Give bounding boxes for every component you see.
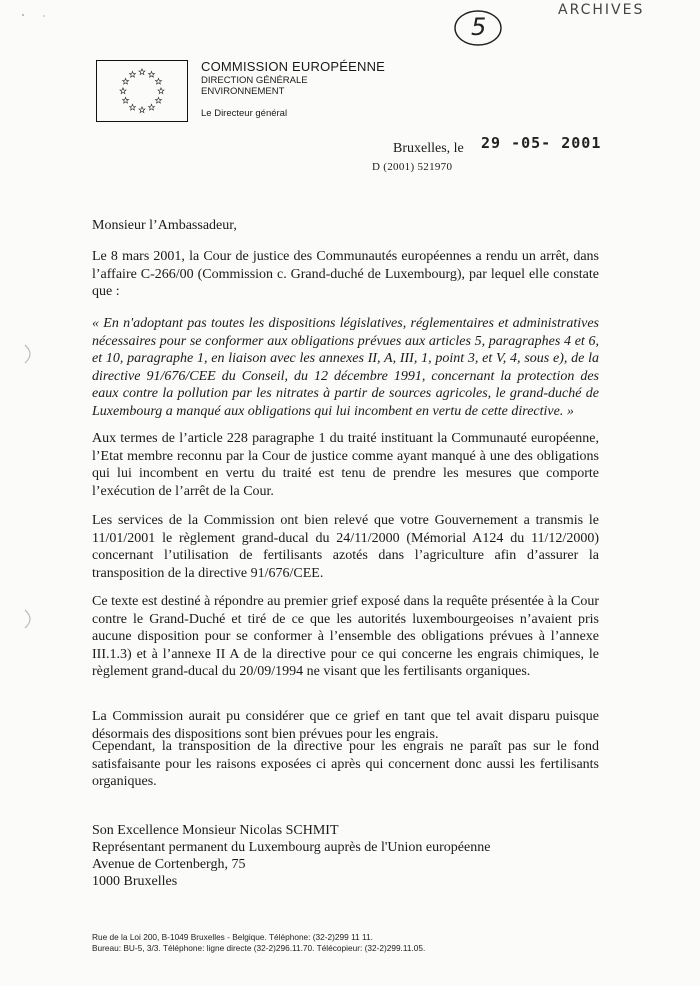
sender-role: Le Directeur général (201, 108, 288, 119)
punch-hole-mark (20, 343, 36, 365)
paragraph-however: Cependant, la transposition de la directive pour les engrais ne paraît pas sur le fond satisfaisante pour les raisons exposées ci après qui concernent donc aussi les fertilisants organiques. (92, 739, 599, 789)
handwritten-archives-note: ARCHIVES (558, 2, 645, 18)
paragraph-transmission: Les services de la Commission ont bien relevé que votre Gouvernement a transmis le 11/01/2001 le règlement grand-ducal du 24/11/2000 (Mémorial A124 du 11/12/2000) concernant l’utilisation de fertilisants azotés dans l’agriculture afin d’assurer la transposition de la directive 91/676/CEE. (92, 513, 599, 581)
circled-number-stamp (452, 8, 504, 48)
star-icon (129, 104, 135, 110)
punch-hole-mark (20, 608, 36, 630)
recipient-name: Son Excellence Monsieur Nicolas SCHMIT (92, 823, 339, 838)
star-icon (155, 97, 161, 103)
footer (92, 932, 425, 954)
star-icon (148, 71, 154, 77)
salutation: Monsieur l’Ambassadeur, (92, 218, 237, 233)
star-icon (123, 78, 129, 84)
paragraph-commission-view: La Commission aurait pu considérer que ce grief en tant que tel avait disparu puisque désormais des dispositions sont bien prévues pour les engrais. (92, 709, 599, 742)
footer-office: Bureau: BU-5, 3/3. Téléphone: ligne directe (32-2)296.11.70. Télécopieur: (32-2)299.11.05. (92, 943, 426, 953)
organization-name: COMMISSION EUROPÉENNE (201, 59, 386, 74)
paragraph-intro: Le 8 mars 2001, la Cour de justice des Communautés européennes a rendu un arrêt, dans l’affaire C-266/00 (Commission c. Grand-duché de Luxembourg), par lequel elle constate que : (92, 249, 599, 299)
directorate-line-2: ENVIRONNEMENT (201, 86, 285, 97)
eu-flag-stars-icon (97, 61, 187, 121)
star-icon (123, 97, 129, 103)
star-icon (158, 88, 164, 94)
star-icon (139, 107, 145, 113)
star-icon (155, 78, 161, 84)
star-icon (148, 104, 154, 110)
circled-number: 5 (471, 13, 487, 41)
paragraph-quote: « En n'adoptant pas toutes les dispositions législatives, réglementaires et administratives nécessaires pour se conformer aux obligations prévues aux articles 5, paragraphes 4 et 6, et 10, paragraphe 1, en liaison avec les annexes II, A, III, 1, point 3, et V, 4, sous e), de la directive 91/676/CEE du Conseil, du 12 décembre 1991, concernant la protection des eaux contre la pollution par les nitrates à partir de sources agricoles, le grand-duché de Luxembourg a manqué aux obligations qui lui incombent en vertu de cette directive. » (92, 316, 599, 419)
reference-number: D (2001) 521970 (372, 161, 453, 173)
paragraph-first-grievance: Ce texte est destiné à répondre au premier grief exposé dans la requête présentée à la Cour contre le Grand-Duché et tiré de ce que les autorités luxembourgeoises n’avaient pris aucune disposition pour se conformer à l’ensemble des obligations prévues à l’annexe III.1.3) et à l’annexe II A de la directive pour ce qui concerne les engrais chimiques, le règlement grand-ducal du 20/09/1994 ne visant que les fertilisants organiques. (92, 594, 599, 679)
recipient-street: Avenue de Cortenbergh, 75 (92, 857, 246, 872)
date-stamp: 29 -05- 2001 (481, 134, 602, 152)
recipient-city: 1000 Bruxelles (92, 874, 178, 889)
scan-speck (20, 12, 50, 18)
directorate (201, 75, 308, 97)
star-icon (139, 69, 145, 75)
directorate-line-1: DIRECTION GÉNÉRALE (201, 75, 308, 86)
recipient-title: Représentant permanent du Luxembourg auprès de l'Union européenne (92, 840, 491, 855)
star-icon (120, 88, 126, 94)
paragraph-article-228: Aux termes de l’article 228 paragraphe 1 du traité instituant la Communauté européenne, l’Etat membre reconnu par la Cour de justice comme ayant manqué à une des obligations qui lui incombent en vertu du traité est tenu de prendre les mesures que comporte l’exécution de l’arrêt de la Cour. (92, 431, 599, 499)
eu-logo (96, 60, 188, 122)
place-label: Bruxelles, le (393, 141, 464, 156)
recipient-address (92, 822, 490, 890)
footer-address: Rue de la Loi 200, B-1049 Bruxelles - Belgique. Téléphone: (32-2)299 11 11. (92, 932, 373, 942)
star-icon (129, 71, 135, 77)
